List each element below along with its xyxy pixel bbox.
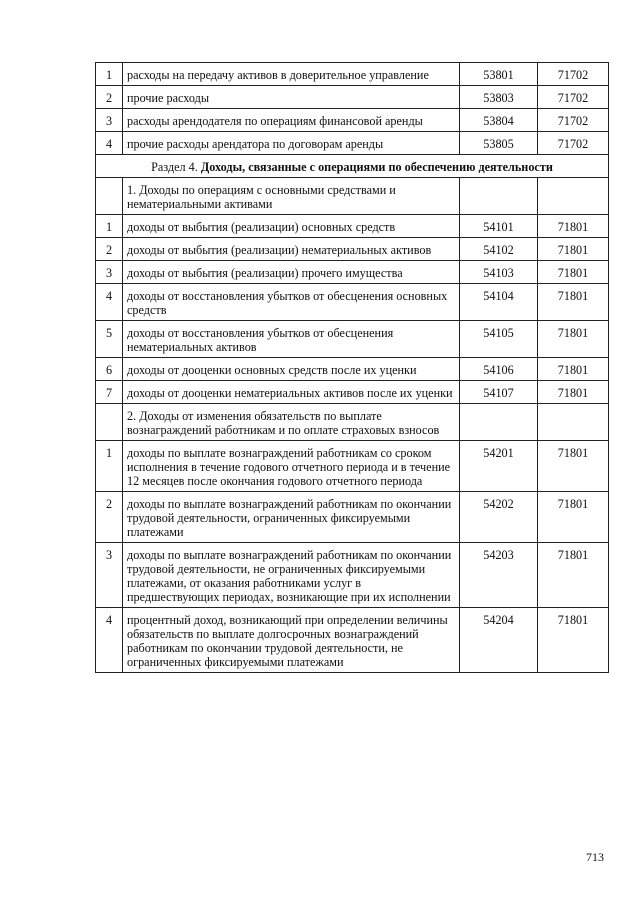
symbol-code: 54104	[460, 284, 538, 321]
row-number: 2	[96, 86, 123, 109]
table-row	[96, 492, 609, 543]
row-description: прочие расходы	[123, 86, 460, 109]
table-row	[96, 109, 609, 132]
table-row	[96, 608, 609, 673]
account-number-empty	[538, 404, 609, 441]
symbol-code: 54102	[460, 238, 538, 261]
group-heading: 2. Доходы от изменения обязательств по выплате вознаграждений работникам и по оплате страховых взносов	[123, 404, 460, 441]
row-description: доходы от восстановления убытков от обесценения основных средств	[123, 284, 460, 321]
table-row	[96, 63, 609, 86]
row-description: доходы от дооценки нематериальных активов после их уценки	[123, 381, 460, 404]
symbol-code: 53804	[460, 109, 538, 132]
row-number: 4	[96, 608, 123, 673]
account-number: 71702	[538, 63, 609, 86]
symbol-code: 54105	[460, 321, 538, 358]
table-row	[96, 441, 609, 492]
account-number: 71801	[538, 543, 609, 608]
table-row	[96, 132, 609, 155]
row-description: доходы по выплате вознаграждений работникам по окончании трудовой деятельности, не ограниченных фиксируемыми платежами, от оказания работниками услуг в предшествующих периодах, возникающие при их исполнении	[123, 543, 460, 608]
account-number: 71801	[538, 358, 609, 381]
symbol-code: 54202	[460, 492, 538, 543]
row-number: 1	[96, 63, 123, 86]
row-number: 4	[96, 284, 123, 321]
row-description: доходы от выбытия (реализации) основных средств	[123, 215, 460, 238]
table-row	[96, 358, 609, 381]
account-number: 71702	[538, 132, 609, 155]
row-description: доходы от восстановления убытков от обесценения нематериальных активов	[123, 321, 460, 358]
account-number: 71801	[538, 608, 609, 673]
table-row	[96, 284, 609, 321]
symbol-code: 54204	[460, 608, 538, 673]
group-heading-row	[96, 404, 609, 441]
account-number: 71702	[538, 86, 609, 109]
row-number: 3	[96, 109, 123, 132]
section-title: Доходы, связанные с операциями по обеспечению деятельности	[200, 160, 553, 174]
section-prefix: Раздел 4.	[151, 160, 201, 174]
account-number-empty	[538, 178, 609, 215]
row-number: 5	[96, 321, 123, 358]
row-number: 1	[96, 215, 123, 238]
table-row	[96, 261, 609, 284]
table-row	[96, 86, 609, 109]
row-number: 1	[96, 441, 123, 492]
symbol-code: 54203	[460, 543, 538, 608]
row-description: доходы по выплате вознаграждений работникам по окончании трудовой деятельности, ограниченных фиксируемыми платежами	[123, 492, 460, 543]
row-number: 4	[96, 132, 123, 155]
symbol-code: 54107	[460, 381, 538, 404]
row-description: доходы от выбытия (реализации) нематериальных активов	[123, 238, 460, 261]
section-heading	[96, 155, 609, 178]
row-description: доходы от выбытия (реализации) прочего имущества	[123, 261, 460, 284]
account-number: 71801	[538, 238, 609, 261]
symbol-code: 53805	[460, 132, 538, 155]
row-number: 2	[96, 238, 123, 261]
row-description: расходы арендодателя по операциям финансовой аренды	[123, 109, 460, 132]
group-heading-row	[96, 178, 609, 215]
symbol-code-empty	[460, 404, 538, 441]
row-number: 7	[96, 381, 123, 404]
table-row	[96, 238, 609, 261]
section-heading-row	[96, 155, 609, 178]
account-number: 71801	[538, 381, 609, 404]
symbol-code: 53801	[460, 63, 538, 86]
account-number: 71801	[538, 321, 609, 358]
account-number: 71801	[538, 284, 609, 321]
account-number: 71801	[538, 261, 609, 284]
row-description: прочие расходы арендатора по договорам аренды	[123, 132, 460, 155]
document-page	[95, 62, 609, 673]
account-number: 71801	[538, 215, 609, 238]
table-row	[96, 215, 609, 238]
row-number-empty	[96, 404, 123, 441]
row-number: 6	[96, 358, 123, 381]
group-heading: 1. Доходы по операциям с основными средствами и нематериальными активами	[123, 178, 460, 215]
table-row	[96, 321, 609, 358]
row-number-empty	[96, 178, 123, 215]
account-number: 71801	[538, 441, 609, 492]
symbol-code: 54106	[460, 358, 538, 381]
row-number: 3	[96, 261, 123, 284]
row-description: доходы по выплате вознаграждений работникам со сроком исполнения в течение годового отчетного периода и в течение 12 месяцев после окончания годового отчетного периода	[123, 441, 460, 492]
symbol-code: 54201	[460, 441, 538, 492]
page-number: 713	[586, 850, 604, 864]
row-description: процентный доход, возникающий при определении величины обязательств по выплате долгосрочных вознаграждений работникам по окончании трудовой деятельности, не ограниченных фиксируемыми платежами	[123, 608, 460, 673]
table-row	[96, 543, 609, 608]
account-number: 71702	[538, 109, 609, 132]
symbol-code: 53803	[460, 86, 538, 109]
row-number: 3	[96, 543, 123, 608]
symbol-code: 54103	[460, 261, 538, 284]
row-number: 2	[96, 492, 123, 543]
accounts-table	[95, 62, 609, 673]
symbol-code-empty	[460, 178, 538, 215]
symbol-code: 54101	[460, 215, 538, 238]
row-description: расходы на передачу активов в доверительное управление	[123, 63, 460, 86]
account-number: 71801	[538, 492, 609, 543]
table-row	[96, 381, 609, 404]
row-description: доходы от дооценки основных средств после их уценки	[123, 358, 460, 381]
